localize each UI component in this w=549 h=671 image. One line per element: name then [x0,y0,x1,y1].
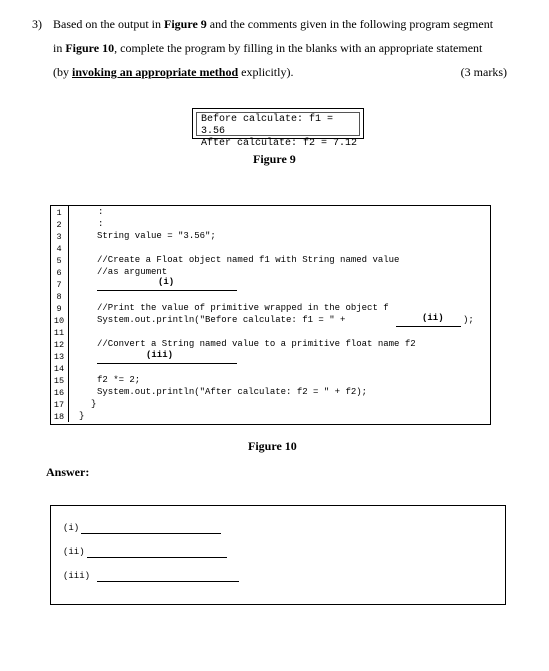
question-line-2 [53,41,482,56]
output-line: Before calculate: f1 = 3.56 [201,114,334,137]
answer-label: (i) [63,523,80,533]
question-text: in [53,41,66,55]
code-comment: //Convert a String named value to a primitive float name f2 [97,339,416,349]
code-comment: //as argument [97,267,168,277]
question-number: 3) [32,17,42,31]
line-number: 10 [53,316,65,326]
program-output [196,112,360,149]
line-number: 1 [56,208,62,218]
line-number-gutter [51,206,69,422]
line-number: 7 [56,280,62,290]
line-number: 9 [56,304,62,314]
question-text: Based on the output in [53,17,164,31]
line-number: 11 [53,328,65,338]
code-listing [50,205,491,425]
answer-label: (iii) [63,571,91,581]
question-line-3 [53,65,293,80]
figure-reference: Figure 10 [65,41,115,55]
line-number: 6 [56,268,62,278]
answer-line-i[interactable] [81,533,221,534]
code-line: System.out.println("After calculate: f2 = " + f2); [97,387,368,397]
line-number: 4 [56,244,62,254]
code-comment: //Print the value of primitive wrapped in the object f [97,303,389,313]
line-number: 18 [53,412,65,422]
answer-box [50,505,506,605]
fill-in-blank-iii [97,363,237,364]
line-number: 3 [56,232,62,242]
code-line: : [98,219,104,229]
figure-10-caption: Figure 10 [248,439,297,453]
line-number: 2 [56,220,62,230]
answer-heading: Answer: [46,465,90,479]
program-output-box [192,108,364,149]
line-number: 12 [53,340,65,350]
line-number: 14 [53,364,65,374]
blank-label: (ii) [422,313,444,323]
line-number: 17 [53,400,65,410]
figure-reference: Figure 9 [164,17,207,31]
emphasized-instruction: invoking an appropriate method [72,65,239,79]
question-text: (by [53,65,72,79]
answer-line-iii[interactable] [97,581,239,582]
code-line: } [79,411,85,421]
marks-allocation: (3 marks) [460,65,507,79]
code-line: String value = "3.56"; [97,231,216,241]
answer-label: (ii) [63,547,85,557]
code-line: ); [463,315,474,325]
fill-in-blank-i [97,290,237,291]
figure-9-caption: Figure 9 [253,152,296,166]
question-text: explicitly). [238,65,294,79]
question-text: , complete the program by filling in the blanks with an appropriate statement [114,41,483,55]
line-number: 13 [53,352,65,362]
code-comment: //Create a Float object named f1 with String named value [97,255,400,265]
code-line: } [91,399,97,409]
blank-label: (iii) [146,350,174,360]
code-line: : [98,207,104,217]
code-line: f2 *= 2; [97,375,141,385]
answer-line-ii[interactable] [87,557,227,558]
line-number: 8 [56,292,62,302]
blank-label: (i) [158,277,175,287]
line-number: 15 [53,376,65,386]
line-number: 16 [53,388,65,398]
question-line-1 [53,17,493,32]
question-text: and the comments given in the following program segment [206,17,494,31]
fill-in-blank-ii [396,326,461,327]
output-line: After calculate: f2 = 7.12 [201,138,358,149]
line-number: 5 [56,256,62,266]
code-line: System.out.println("Before calculate: f1 = " + [97,315,346,325]
